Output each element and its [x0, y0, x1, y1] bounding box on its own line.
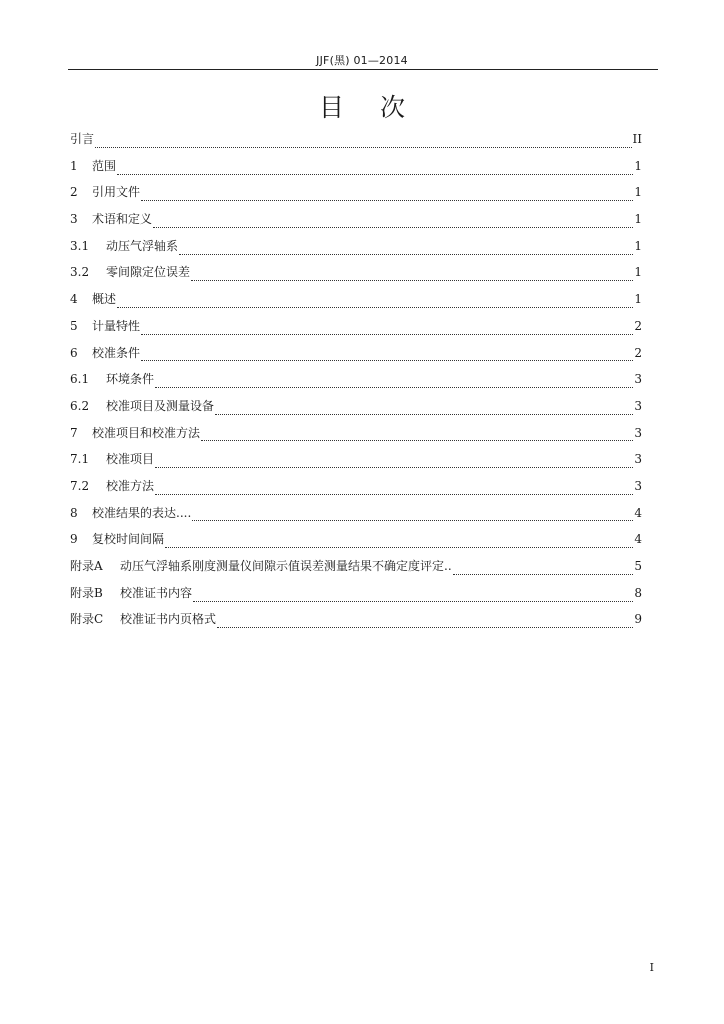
toc-entry[interactable]: [70, 237, 642, 264]
toc-entry-label: 零间隙定位误差: [106, 265, 191, 280]
toc-entry-label: 计量特性: [92, 318, 141, 333]
toc-leader-dots: [155, 467, 633, 468]
toc-entry[interactable]: [70, 130, 642, 157]
toc-entry-number: 附录A: [70, 559, 103, 573]
toc-entry-label: 动压气浮轴系刚度测量仪间隙示值误差测量结果不确定度评定..: [120, 559, 452, 573]
toc-entry-page: 9: [634, 612, 642, 627]
toc-leader-dots: [117, 174, 633, 175]
toc-leader-dots: [453, 574, 633, 575]
toc-entry-label: 环境条件: [106, 372, 155, 387]
toc-entry-page: 1: [634, 265, 642, 280]
header-rule: [68, 69, 658, 70]
toc-entry[interactable]: [70, 344, 642, 371]
toc-entry-page: 1: [634, 238, 642, 253]
toc-entry-page: 4: [634, 532, 642, 547]
toc-entry-page: II: [632, 132, 642, 146]
toc-entry[interactable]: [70, 317, 642, 344]
toc-entry-number: 2: [70, 185, 78, 200]
toc-entry[interactable]: [70, 397, 642, 424]
toc-leader-dots: [141, 334, 633, 335]
toc-entry-label: 校准方法: [106, 478, 155, 493]
toc-entry[interactable]: [70, 450, 642, 477]
toc-leader-dots: [153, 227, 633, 228]
toc-entry-page: 3: [634, 425, 642, 440]
toc-entry[interactable]: [70, 584, 642, 611]
toc-leader-dots: [141, 200, 633, 201]
toc-entry-label: 校准证书内页格式: [120, 612, 217, 627]
document-code-header: JJF(黑) 01—2014: [316, 54, 408, 67]
toc-leader-dots: [141, 360, 633, 361]
toc-entry-label: 引用文件: [92, 185, 141, 200]
toc-entry[interactable]: [70, 610, 642, 637]
toc-leader-dots: [117, 307, 633, 308]
toc-entry-page: 3: [634, 452, 642, 467]
toc-entry-page: 1: [634, 292, 642, 307]
toc-leader-dots: [217, 627, 633, 628]
toc-entry-number: 7.1: [70, 452, 90, 467]
toc-entry[interactable]: [70, 210, 642, 237]
toc-entry[interactable]: [70, 424, 642, 451]
toc-entry[interactable]: [70, 370, 642, 397]
toc-leader-dots: [193, 601, 633, 602]
toc-entry-page: 2: [634, 345, 642, 360]
toc-entry[interactable]: [70, 157, 642, 184]
toc-entry-number: 附录B: [70, 585, 103, 600]
toc-entry-number: 7.2: [70, 478, 90, 493]
toc-entry-page: 3: [634, 372, 642, 387]
toc-entry-number: 8: [70, 505, 78, 520]
toc-entry-number: 7: [70, 425, 78, 440]
toc-entry-label: 引言: [70, 132, 95, 146]
toc-entry-page: 5: [634, 559, 642, 573]
toc-entry-page: 1: [634, 158, 642, 173]
toc-entry-page: 1: [634, 212, 642, 227]
toc-leader-dots: [179, 254, 633, 255]
toc-entry-number: 6.2: [70, 398, 90, 413]
toc-entry[interactable]: [70, 263, 642, 290]
toc-entry-number: 5: [70, 318, 78, 333]
table-of-contents: [70, 130, 642, 637]
page-title: 目次: [318, 93, 441, 122]
toc-entry-number: 1: [70, 158, 78, 173]
toc-entry-label: 术语和定义: [92, 212, 153, 227]
toc-entry-label: 校准结果的表达....: [92, 505, 192, 520]
toc-leader-dots: [155, 387, 633, 388]
toc-entry[interactable]: [70, 183, 642, 210]
toc-entry-number: 4: [70, 292, 78, 307]
toc-leader-dots: [155, 494, 633, 495]
toc-entry[interactable]: [70, 504, 642, 531]
toc-entry-label: 范围: [92, 158, 117, 173]
toc-entry-page: 3: [634, 398, 642, 413]
toc-entry-number: 3.1: [70, 238, 90, 253]
toc-entry[interactable]: [70, 290, 642, 317]
toc-entry-label: 概述: [92, 292, 117, 307]
toc-entry-page: 3: [634, 478, 642, 493]
toc-entry-label: 动压气浮轴系: [106, 238, 179, 253]
toc-entry-label: 校准项目和校准方法: [92, 425, 201, 440]
toc-entry-label: 复校时间间隔: [92, 532, 165, 547]
toc-entry-label: 校准项目及测量设备: [106, 398, 215, 413]
toc-leader-dots: [165, 547, 633, 548]
toc-entry-number: 9: [70, 532, 78, 547]
toc-entry-number: 6.1: [70, 372, 90, 387]
page-number-footer: I: [649, 961, 654, 974]
toc-entry-number: 6: [70, 345, 78, 360]
toc-entry-page: 8: [634, 585, 642, 600]
toc-entry[interactable]: [70, 477, 642, 504]
toc-leader-dots: [192, 520, 633, 521]
toc-entry[interactable]: [70, 557, 642, 584]
toc-leader-dots: [215, 414, 633, 415]
toc-entry-page: 2: [634, 318, 642, 333]
toc-entry-page: 1: [634, 185, 642, 200]
toc-leader-dots: [191, 280, 633, 281]
toc-entry-page: 4: [634, 505, 642, 520]
toc-leader-dots: [201, 440, 633, 441]
toc-entry-number: 3.2: [70, 265, 90, 280]
toc-entry-label: 校准项目: [106, 452, 155, 467]
toc-entry-label: 校准证书内容: [120, 585, 193, 600]
toc-leader-dots: [95, 147, 632, 148]
toc-entry-number: 3: [70, 212, 78, 227]
toc-entry[interactable]: [70, 530, 642, 557]
toc-entry-number: 附录C: [70, 612, 104, 627]
toc-entry-label: 校准条件: [92, 345, 141, 360]
